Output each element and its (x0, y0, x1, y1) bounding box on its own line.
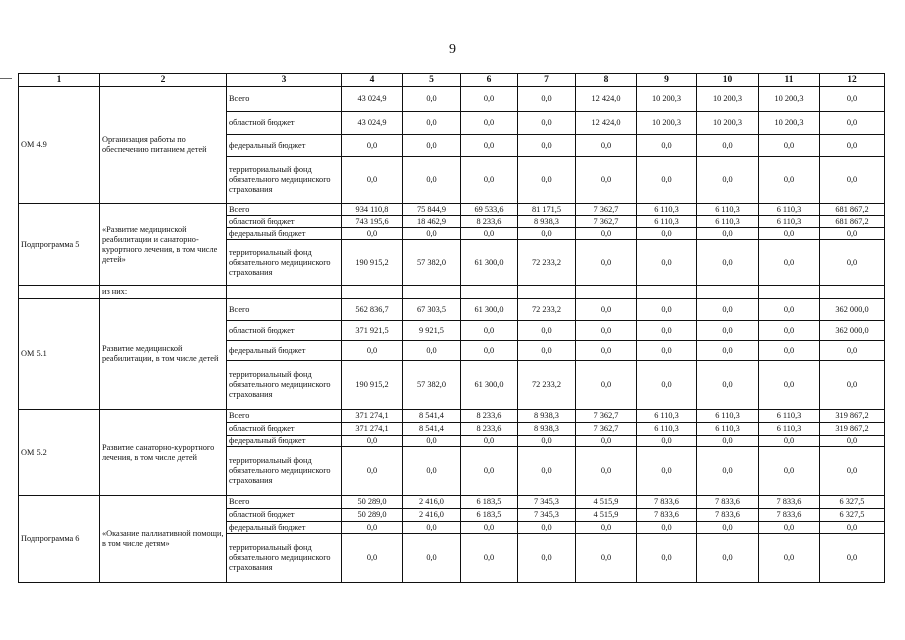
value-cell: 0,0 (342, 522, 403, 534)
value-cell: 0,0 (759, 436, 820, 447)
value-cell: 18 462,9 (403, 216, 461, 228)
value-cell: 7 345,3 (518, 496, 576, 509)
header-row (19, 74, 885, 87)
funding-source-cell: территориальный фонд обязательного медицинского страхования (227, 534, 342, 583)
value-cell: 0,0 (697, 135, 759, 157)
value-cell: 7 833,6 (697, 509, 759, 522)
value-cell: 562 836,7 (342, 299, 403, 321)
value-cell: 0,0 (403, 436, 461, 447)
value-cell: 0,0 (637, 157, 697, 204)
value-cell: 6 110,3 (759, 423, 820, 436)
funding-source-cell: Всего (227, 204, 342, 216)
value-cell: 9 921,5 (403, 321, 461, 341)
value-cell: 0,0 (637, 228, 697, 240)
value-cell: 0,0 (637, 534, 697, 583)
value-cell: 0,0 (637, 135, 697, 157)
value-cell: 10 200,3 (697, 112, 759, 135)
value-cell: 0,0 (820, 522, 885, 534)
value-cell: 0,0 (759, 240, 820, 286)
column-header-1: 1 (19, 74, 100, 87)
table-row (19, 496, 885, 509)
value-cell: 0,0 (637, 299, 697, 321)
value-cell: 0,0 (576, 321, 637, 341)
value-cell: 0,0 (697, 436, 759, 447)
value-cell: 10 200,3 (759, 87, 820, 112)
funding-source-cell: территориальный фонд обязательного медицинского страхования (227, 447, 342, 496)
value-cell: 75 844,9 (403, 204, 461, 216)
value-cell: 0,0 (342, 135, 403, 157)
value-cell: 12 424,0 (576, 112, 637, 135)
value-cell: 371 921,5 (342, 321, 403, 341)
value-cell: 7 833,6 (697, 496, 759, 509)
value-cell: 7 833,6 (759, 496, 820, 509)
funding-source-cell: областной бюджет (227, 423, 342, 436)
funding-source-cell: областной бюджет (227, 216, 342, 228)
value-cell: 319 867,2 (820, 410, 885, 423)
table-body (19, 87, 885, 583)
value-cell: 0,0 (461, 112, 518, 135)
value-cell: 0,0 (576, 341, 637, 361)
value-cell: 0,0 (518, 321, 576, 341)
value-cell: 0,0 (759, 534, 820, 583)
value-cell: 0,0 (576, 361, 637, 410)
blank-cell (637, 286, 697, 299)
value-cell: 0,0 (637, 321, 697, 341)
blank-cell (403, 286, 461, 299)
value-cell: 81 171,5 (518, 204, 576, 216)
value-cell: 0,0 (461, 135, 518, 157)
value-cell: 4 515,9 (576, 509, 637, 522)
funding-source-cell: Всего (227, 410, 342, 423)
value-cell: 0,0 (637, 240, 697, 286)
value-cell: 0,0 (697, 321, 759, 341)
value-cell: 0,0 (461, 157, 518, 204)
column-header-7: 7 (518, 74, 576, 87)
blank-cell (820, 286, 885, 299)
value-cell: 0,0 (820, 341, 885, 361)
value-cell: 0,0 (403, 447, 461, 496)
blank-cell (342, 286, 403, 299)
value-cell: 0,0 (461, 436, 518, 447)
column-header-4: 4 (342, 74, 403, 87)
table-row (19, 87, 885, 112)
table-row (19, 410, 885, 423)
value-cell: 934 110,8 (342, 204, 403, 216)
value-cell: 0,0 (576, 299, 637, 321)
value-cell: 0,0 (518, 447, 576, 496)
value-cell: 681 867,2 (820, 216, 885, 228)
funding-source-cell: федеральный бюджет (227, 228, 342, 240)
value-cell: 0,0 (342, 341, 403, 361)
value-cell: 0,0 (461, 321, 518, 341)
value-cell: 6 327,5 (820, 509, 885, 522)
value-cell: 69 533,6 (461, 204, 518, 216)
value-cell: 0,0 (697, 361, 759, 410)
table-row (19, 299, 885, 321)
value-cell: 8 541,4 (403, 423, 461, 436)
value-cell: 0,0 (576, 534, 637, 583)
value-cell: 50 289,0 (342, 509, 403, 522)
value-cell: 6 110,3 (697, 423, 759, 436)
column-header-10: 10 (697, 74, 759, 87)
value-cell: 0,0 (518, 112, 576, 135)
value-cell: 57 382,0 (403, 361, 461, 410)
value-cell: 57 382,0 (403, 240, 461, 286)
funding-source-cell: Всего (227, 299, 342, 321)
value-cell: 0,0 (820, 534, 885, 583)
value-cell: 0,0 (759, 321, 820, 341)
funding-source-cell: Всего (227, 496, 342, 509)
note-row (19, 286, 885, 299)
program-name-cell: Развитие санаторно-курортного лечения, в том числе детей (100, 410, 227, 496)
value-cell: 0,0 (820, 228, 885, 240)
program-name-cell: Развитие медицинской реабилитации, в том числе детей (100, 299, 227, 410)
column-header-6: 6 (461, 74, 518, 87)
value-cell: 0,0 (342, 157, 403, 204)
funding-source-cell: федеральный бюджет (227, 341, 342, 361)
value-cell: 0,0 (637, 361, 697, 410)
column-header-9: 9 (637, 74, 697, 87)
value-cell: 0,0 (403, 112, 461, 135)
value-cell: 319 867,2 (820, 423, 885, 436)
value-cell: 0,0 (759, 299, 820, 321)
value-cell: 0,0 (518, 87, 576, 112)
value-cell: 0,0 (759, 341, 820, 361)
value-cell: 6 110,3 (697, 204, 759, 216)
value-cell: 362 000,0 (820, 321, 885, 341)
value-cell: 10 200,3 (697, 87, 759, 112)
blank-cell (697, 286, 759, 299)
blank-cell (518, 286, 576, 299)
value-cell: 0,0 (518, 157, 576, 204)
value-cell: 0,0 (576, 522, 637, 534)
value-cell: 681 867,2 (820, 204, 885, 216)
value-cell: 72 233,2 (518, 299, 576, 321)
value-cell: 371 274,1 (342, 423, 403, 436)
value-cell: 2 416,0 (403, 496, 461, 509)
value-cell: 8 233,6 (461, 410, 518, 423)
value-cell: 0,0 (461, 341, 518, 361)
value-cell: 6 110,3 (637, 204, 697, 216)
value-cell: 0,0 (697, 341, 759, 361)
value-cell: 61 300,0 (461, 299, 518, 321)
value-cell: 8 233,6 (461, 216, 518, 228)
value-cell: 43 024,9 (342, 87, 403, 112)
value-cell: 8 541,4 (403, 410, 461, 423)
value-cell: 0,0 (637, 447, 697, 496)
value-cell: 7 833,6 (637, 509, 697, 522)
funding-source-cell: областной бюджет (227, 509, 342, 522)
value-cell: 0,0 (461, 228, 518, 240)
value-cell: 0,0 (403, 87, 461, 112)
value-cell: 0,0 (461, 522, 518, 534)
value-cell: 0,0 (403, 534, 461, 583)
funding-source-cell: Всего (227, 87, 342, 112)
value-cell: 0,0 (403, 157, 461, 204)
value-cell: 0,0 (697, 299, 759, 321)
value-cell: 0,0 (461, 87, 518, 112)
value-cell: 7 362,7 (576, 423, 637, 436)
value-cell: 0,0 (637, 436, 697, 447)
funding-source-cell: областной бюджет (227, 321, 342, 341)
value-cell: 0,0 (403, 228, 461, 240)
value-cell: 6 110,3 (759, 410, 820, 423)
value-cell: 7 362,7 (576, 410, 637, 423)
value-cell: 0,0 (820, 135, 885, 157)
value-cell: 0,0 (403, 522, 461, 534)
value-cell: 0,0 (518, 228, 576, 240)
value-cell: 8 938,3 (518, 423, 576, 436)
value-cell: 0,0 (697, 522, 759, 534)
blank-cell (461, 286, 518, 299)
value-cell: 0,0 (518, 436, 576, 447)
value-cell: 43 024,9 (342, 112, 403, 135)
column-header-11: 11 (759, 74, 820, 87)
program-name-cell: «Оказание паллиативной помощи, в том числе детям» (100, 496, 227, 583)
value-cell: 6 110,3 (759, 216, 820, 228)
program-name-cell: «Развитие медицинской реабилитации и санаторно-курортного лечения, в том числе детей» (100, 204, 227, 286)
value-cell: 8 938,3 (518, 410, 576, 423)
value-cell: 7 362,7 (576, 216, 637, 228)
value-cell: 4 515,9 (576, 496, 637, 509)
value-cell: 362 000,0 (820, 299, 885, 321)
value-cell: 0,0 (518, 135, 576, 157)
program-code-cell: Подпрограмма 6 (19, 496, 100, 583)
value-cell: 0,0 (820, 447, 885, 496)
column-header-8: 8 (576, 74, 637, 87)
value-cell: 0,0 (518, 534, 576, 583)
value-cell: 0,0 (759, 228, 820, 240)
value-cell: 0,0 (697, 157, 759, 204)
value-cell: 0,0 (820, 361, 885, 410)
value-cell: 50 289,0 (342, 496, 403, 509)
funding-source-cell: федеральный бюджет (227, 135, 342, 157)
value-cell: 2 416,0 (403, 509, 461, 522)
value-cell: 0,0 (576, 157, 637, 204)
value-cell: 61 300,0 (461, 240, 518, 286)
value-cell: 6 110,3 (759, 204, 820, 216)
value-cell: 8 233,6 (461, 423, 518, 436)
value-cell: 0,0 (697, 240, 759, 286)
value-cell: 6 183,5 (461, 509, 518, 522)
value-cell: 6 183,5 (461, 496, 518, 509)
column-header-12: 12 (820, 74, 885, 87)
funding-source-cell: территориальный фонд обязательного медицинского страхования (227, 361, 342, 410)
value-cell: 67 303,5 (403, 299, 461, 321)
value-cell: 190 915,2 (342, 361, 403, 410)
value-cell: 7 833,6 (637, 496, 697, 509)
value-cell: 0,0 (759, 361, 820, 410)
value-cell: 10 200,3 (759, 112, 820, 135)
value-cell: 0,0 (342, 447, 403, 496)
value-cell: 0,0 (697, 447, 759, 496)
blank-cell (227, 286, 342, 299)
value-cell: 0,0 (759, 157, 820, 204)
program-code-cell: Подпрограмма 5 (19, 204, 100, 286)
funding-source-cell: федеральный бюджет (227, 436, 342, 447)
value-cell: 10 200,3 (637, 112, 697, 135)
value-cell: 0,0 (576, 135, 637, 157)
value-cell: 0,0 (759, 447, 820, 496)
value-cell: 0,0 (518, 522, 576, 534)
value-cell: 6 110,3 (637, 423, 697, 436)
value-cell: 8 938,3 (518, 216, 576, 228)
value-cell: 0,0 (403, 135, 461, 157)
blank-cell (759, 286, 820, 299)
value-cell: 0,0 (637, 522, 697, 534)
value-cell: 6 110,3 (637, 410, 697, 423)
value-cell: 0,0 (576, 240, 637, 286)
value-cell: 72 233,2 (518, 240, 576, 286)
blank-cell (19, 286, 100, 299)
column-header-5: 5 (403, 74, 461, 87)
value-cell: 7 345,3 (518, 509, 576, 522)
funding-source-cell: областной бюджет (227, 112, 342, 135)
value-cell: 0,0 (820, 157, 885, 204)
value-cell: 0,0 (697, 228, 759, 240)
column-header-2: 2 (100, 74, 227, 87)
value-cell: 6 327,5 (820, 496, 885, 509)
value-cell: 0,0 (759, 135, 820, 157)
value-cell: 10 200,3 (637, 87, 697, 112)
value-cell: 0,0 (342, 534, 403, 583)
value-cell: 0,0 (342, 436, 403, 447)
value-cell: 0,0 (820, 112, 885, 135)
table-row (19, 204, 885, 216)
value-cell: 0,0 (461, 534, 518, 583)
value-cell: 0,0 (759, 522, 820, 534)
value-cell: 0,0 (461, 447, 518, 496)
value-cell: 12 424,0 (576, 87, 637, 112)
page-number: 9 (449, 42, 456, 57)
value-cell: 0,0 (820, 87, 885, 112)
value-cell: 72 233,2 (518, 361, 576, 410)
value-cell: 0,0 (403, 341, 461, 361)
blank-cell (576, 286, 637, 299)
program-name-cell: Организация работы по обеспечению питанием детей (100, 87, 227, 204)
value-cell: 7 362,7 (576, 204, 637, 216)
program-code-cell: ОМ 4.9 (19, 87, 100, 204)
value-cell: 190 915,2 (342, 240, 403, 286)
value-cell: 0,0 (697, 534, 759, 583)
program-code-cell: ОМ 5.2 (19, 410, 100, 496)
funding-source-cell: территориальный фонд обязательного медицинского страхования (227, 240, 342, 286)
value-cell: 6 110,3 (697, 410, 759, 423)
value-cell: 0,0 (820, 240, 885, 286)
program-code-cell: ОМ 5.1 (19, 299, 100, 410)
budget-table (18, 73, 885, 583)
funding-source-cell: федеральный бюджет (227, 522, 342, 534)
value-cell: 0,0 (637, 341, 697, 361)
funding-source-cell: территориальный фонд обязательного медицинского страхования (227, 157, 342, 204)
value-cell: 7 833,6 (759, 509, 820, 522)
value-cell: 0,0 (576, 436, 637, 447)
value-cell: 6 110,3 (697, 216, 759, 228)
value-cell: 0,0 (820, 436, 885, 447)
value-cell: 6 110,3 (637, 216, 697, 228)
value-cell: 0,0 (576, 447, 637, 496)
value-cell: 61 300,0 (461, 361, 518, 410)
value-cell: 0,0 (518, 341, 576, 361)
value-cell: 0,0 (576, 228, 637, 240)
note-cell: из них: (100, 286, 227, 299)
value-cell: 743 195,6 (342, 216, 403, 228)
value-cell: 371 274,1 (342, 410, 403, 423)
edge-mark (0, 78, 12, 79)
column-header-3: 3 (227, 74, 342, 87)
value-cell: 0,0 (342, 228, 403, 240)
